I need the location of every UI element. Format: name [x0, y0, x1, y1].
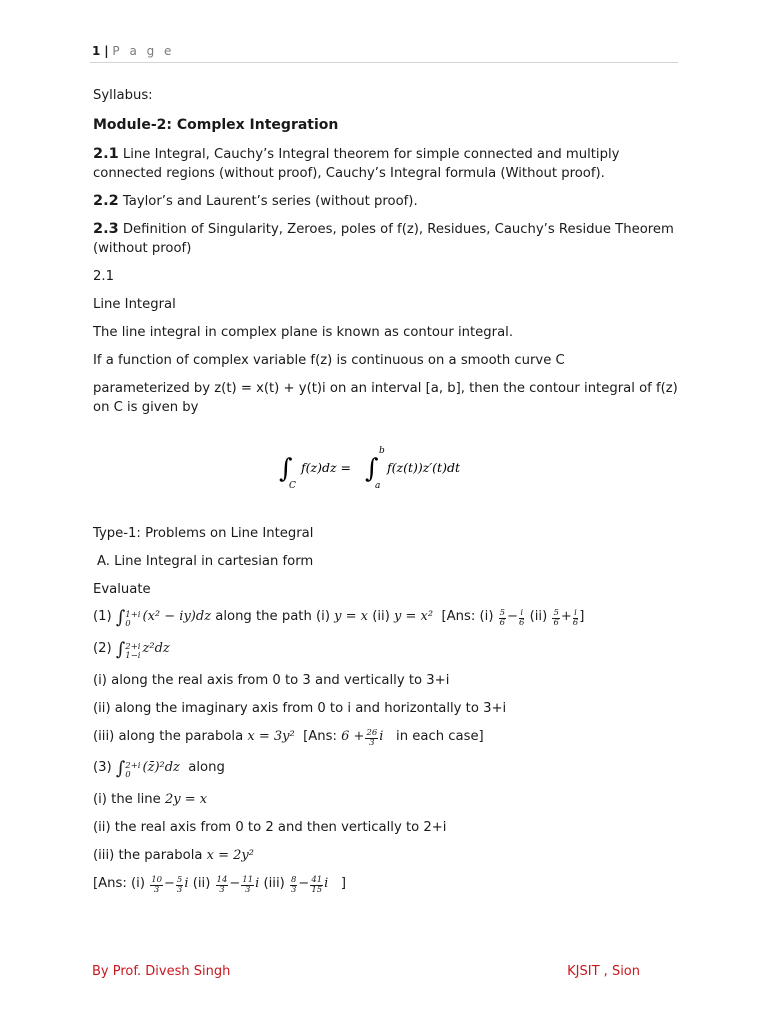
integral-sign: ∫: [115, 758, 126, 779]
syllabus-label: Syllabus:: [93, 88, 153, 103]
document-body: [93, 86, 683, 417]
integral-limits: [125, 762, 140, 780]
denominator: 3: [176, 885, 183, 895]
numerator: 8: [290, 875, 297, 885]
problem-3-line-1: [93, 790, 683, 809]
fraction: [216, 876, 229, 895]
answer-label: (ii): [529, 609, 548, 624]
evaluate-label: Evaluate: [93, 582, 151, 597]
header-rule: [90, 62, 678, 63]
problem-1: [93, 607, 683, 629]
numerator: 5: [176, 875, 183, 885]
path-label: (ii): [372, 609, 390, 624]
topic-text: Line Integral, Cauchy’s Integral theorem for simple connected and multiply connected regions (without proof), Cauchy’s Integral formula (Without proof).: [93, 147, 620, 181]
fraction: [310, 876, 323, 895]
upper-limit: 2+i: [125, 642, 141, 652]
topic-number: 2.3: [93, 221, 119, 237]
problem-2-line-2: (ii) along the imaginary axis from 0 to i and horizontally to 3+i: [93, 701, 507, 716]
problem-3: [93, 758, 683, 780]
topic-2-1: [93, 145, 683, 183]
denominator: 3: [369, 738, 375, 748]
integral-sign-left: ∫: [279, 454, 293, 484]
module-title: Module-2: Complex Integration: [93, 117, 339, 133]
imaginary-unit: i: [255, 876, 260, 891]
integral-sign-right: ∫: [365, 454, 379, 484]
page-word: P a g e: [112, 44, 175, 58]
denominator: 3: [290, 885, 297, 895]
topic-number: 2.2: [93, 193, 119, 209]
denominator: 15: [311, 885, 323, 895]
answer-close: ]: [340, 876, 347, 891]
problem-2: [93, 639, 683, 661]
answer-open: [Ans:: [303, 729, 337, 744]
line-text: (iii) along the parabola: [93, 729, 244, 744]
denominator: 6: [553, 618, 559, 628]
footer-institute: KJSIT , Sion: [567, 964, 640, 979]
parabola-equation: x = 3y²: [247, 729, 295, 744]
parabola-equation: x = 2y²: [206, 848, 254, 863]
operator: −: [229, 876, 241, 891]
line-equation: 2y = x: [164, 792, 208, 807]
operator: +: [560, 609, 572, 624]
problems-section: [93, 524, 683, 895]
answer-open: [Ans: (i): [93, 876, 145, 891]
paragraph-continuity: If a function of complex variable f(z) is continuous on a smooth curve C: [93, 353, 565, 368]
problem-2-line-3: [93, 727, 683, 748]
topic-2-2: [93, 192, 683, 211]
upper-limit: 2+i: [125, 761, 141, 771]
problem-3-line-3: [93, 846, 683, 865]
fraction: [573, 609, 578, 628]
paragraph-parameterization: parameterized by z(t) = x(t) + y(t)i on an interval [a, b], then the contour integral of f(z) on C is given by: [93, 381, 678, 415]
numerator: i: [574, 608, 577, 618]
numerator: 26: [366, 728, 378, 738]
integrand: (x² − iy)dz: [142, 609, 212, 624]
problem-3-answer: [93, 874, 683, 895]
answer-lead: 6 +: [341, 729, 365, 744]
numerator: 5: [499, 608, 506, 618]
answer-tail: in each case]: [396, 729, 484, 744]
topic-text: Taylor’s and Laurent’s series (without proof).: [122, 194, 418, 209]
fraction: [150, 876, 163, 895]
imaginary-unit: i: [324, 876, 329, 891]
denominator: 3: [244, 885, 251, 895]
formula-svg: [279, 444, 499, 492]
numerator: 14: [216, 875, 228, 885]
page-separator: |: [104, 44, 109, 58]
integrand: (z̄)²dz: [142, 760, 180, 775]
imaginary-unit: i: [184, 876, 189, 891]
denominator: 6: [572, 618, 579, 628]
problem-number: (2): [93, 641, 112, 656]
answer-label: (iii): [263, 876, 285, 891]
lower-limit: a: [375, 481, 381, 491]
along-label: along: [188, 760, 225, 775]
page-number: 1: [92, 44, 101, 58]
upper-limit: b: [379, 446, 385, 456]
denominator: 3: [153, 885, 160, 895]
line-text: (i) the line: [93, 792, 161, 807]
operator: −: [507, 609, 518, 624]
footer-author: By Prof. Divesh Singh: [92, 964, 231, 979]
numerator: 11: [242, 875, 254, 885]
part-a-heading: A. Line Integral in cartesian form: [97, 554, 314, 569]
problem-3-line-2: (ii) the real axis from 0 to 2 and then vertically to 2+i: [93, 820, 447, 835]
operator: −: [164, 876, 175, 891]
problem-2-line-1: (i) along the real axis from 0 to 3 and vertically to 3+i: [93, 673, 450, 688]
numerator: 10: [151, 875, 163, 885]
fraction: [365, 729, 378, 748]
section-title: Line Integral: [93, 297, 176, 312]
numerator: 5: [553, 608, 559, 618]
integral-sign: ∫: [115, 639, 126, 660]
answer-close: ]: [579, 609, 585, 624]
denominator: 6: [519, 618, 525, 628]
path-1: y = x: [334, 609, 369, 624]
denominator: 6: [499, 618, 506, 628]
numerator: 41: [311, 875, 323, 885]
lower-limit: 1−i: [125, 651, 141, 661]
integral-sign: ∫: [115, 607, 126, 628]
page-header: [92, 44, 174, 58]
lower-limit: 0: [125, 619, 131, 629]
answer-open: [Ans: (i): [441, 609, 494, 624]
topic-number: 2.1: [93, 146, 119, 162]
path-2: y = x²: [394, 609, 434, 624]
type-heading: Type-1: Problems on Line Integral: [93, 526, 314, 541]
fraction: [552, 609, 559, 628]
upper-limit: 1+i: [125, 610, 141, 620]
fraction: [519, 609, 524, 628]
problem-text: along the path (i): [215, 609, 330, 624]
formula-rhs: f(z(t))z′(t)dt: [387, 460, 460, 475]
topic-text: Definition of Singularity, Zeroes, poles of f(z), Residues, Cauchy’s Residue Theorem (without proof): [93, 222, 674, 256]
topic-2-3: [93, 220, 683, 258]
fraction: [290, 876, 297, 895]
problem-number: (1): [93, 609, 112, 624]
integral-limits: [125, 643, 140, 661]
paragraph-contour-intro: The line integral in complex plane is known as contour integral.: [93, 325, 514, 340]
line-text: (iii) the parabola: [93, 848, 203, 863]
imaginary-unit: i: [379, 729, 384, 744]
answer-label: (ii): [192, 876, 211, 891]
contour-subscript: C: [289, 481, 296, 491]
numerator: i: [520, 608, 524, 618]
formula-lhs: f(z)dz =: [301, 460, 351, 475]
operator: −: [298, 876, 310, 891]
fraction: [499, 609, 506, 628]
fraction: [241, 876, 254, 895]
denominator: 3: [219, 885, 225, 895]
integral-limits: [125, 611, 140, 629]
problem-number: (3): [93, 760, 112, 775]
integrand: z²dz: [142, 641, 170, 656]
lower-limit: 0: [125, 770, 131, 780]
section-label: 2.1: [93, 269, 114, 284]
contour-integral-formula: [279, 444, 499, 492]
fraction: [176, 876, 183, 895]
